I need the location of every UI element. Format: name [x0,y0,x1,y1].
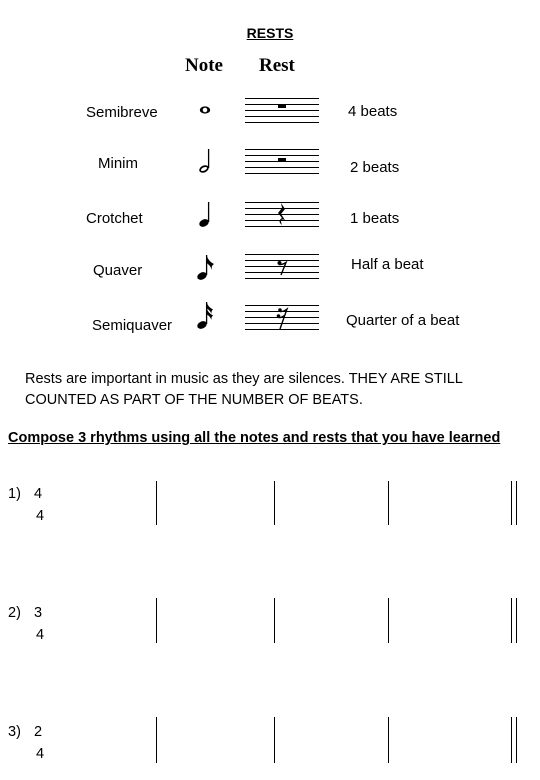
exercise-3-time-bottom: 4 [36,746,45,762]
exercise-1-barline[interactable] [388,481,389,525]
row-name-semiquaver: Semiquaver [92,317,173,334]
exercise-1-time-top: 4 [34,486,43,502]
exercise-1-barline[interactable] [156,481,157,525]
exercise-1-double-barline[interactable] [516,481,517,525]
exercise-2-double-barline[interactable] [516,598,517,643]
exercise-2-double-barline[interactable] [511,598,512,643]
quaver-rest-icon [245,253,319,281]
exercise-2-time-bottom: 4 [36,627,45,643]
row-name-quaver: Quaver [93,262,143,279]
explanation-paragraph: Rests are important in music as they are silences. THEY ARE STILL COUNTED AS PART OF THE NUMBER OF BEATS. [25,371,463,408]
exercise-1-label: 1) [8,486,21,502]
row-duration-semibreve: 4 beats [348,103,398,120]
exercise-3-barline[interactable] [388,717,389,763]
crotchet-rest-icon [245,201,319,229]
exercise-1-barline[interactable] [274,481,275,525]
sixteenth-note-icon [195,300,217,332]
exercise-3-barline[interactable] [156,717,157,763]
exercise-2-barline[interactable] [274,598,275,643]
exercise-3-double-barline[interactable] [511,717,512,763]
exercise-1-time-bottom: 4 [36,508,45,524]
exercise-3-double-barline[interactable] [516,717,517,763]
exercise-1-double-barline[interactable] [511,481,512,525]
exercise-3-label: 3) [8,724,21,740]
whole-note-icon [195,102,215,118]
exercise-3-time-top: 2 [34,724,43,740]
exercise-2-barline[interactable] [156,598,157,643]
exercise-2-time-top: 3 [34,605,43,621]
row-name-crotchet: Crotchet [86,210,143,227]
row-duration-minim: 2 beats [350,159,400,176]
half-note-icon [196,147,216,175]
exercise-2-barline[interactable] [388,598,389,643]
row-name-semibreve: Semibreve [86,104,158,121]
row-duration-semiquaver: Quarter of a beat [346,312,460,329]
rest-column-header: Rest [259,55,295,76]
exercise-3-barline[interactable] [274,717,275,763]
note-column-header: Note [185,55,223,76]
minim-rest-icon [245,148,319,176]
semiquaver-rest-icon [245,304,319,332]
page-title: RESTS [246,25,294,41]
semibreve-rest-icon [245,97,319,125]
compose-task-heading: Compose 3 rhythms using all the notes and rests that you have learned [8,430,501,446]
row-duration-crotchet: 1 beats [350,210,400,227]
exercise-2-label: 2) [8,605,21,621]
eighth-note-icon [195,253,217,283]
quarter-note-icon [196,200,216,230]
row-name-minim: Minim [98,155,138,172]
row-duration-quaver: Half a beat [351,256,424,273]
